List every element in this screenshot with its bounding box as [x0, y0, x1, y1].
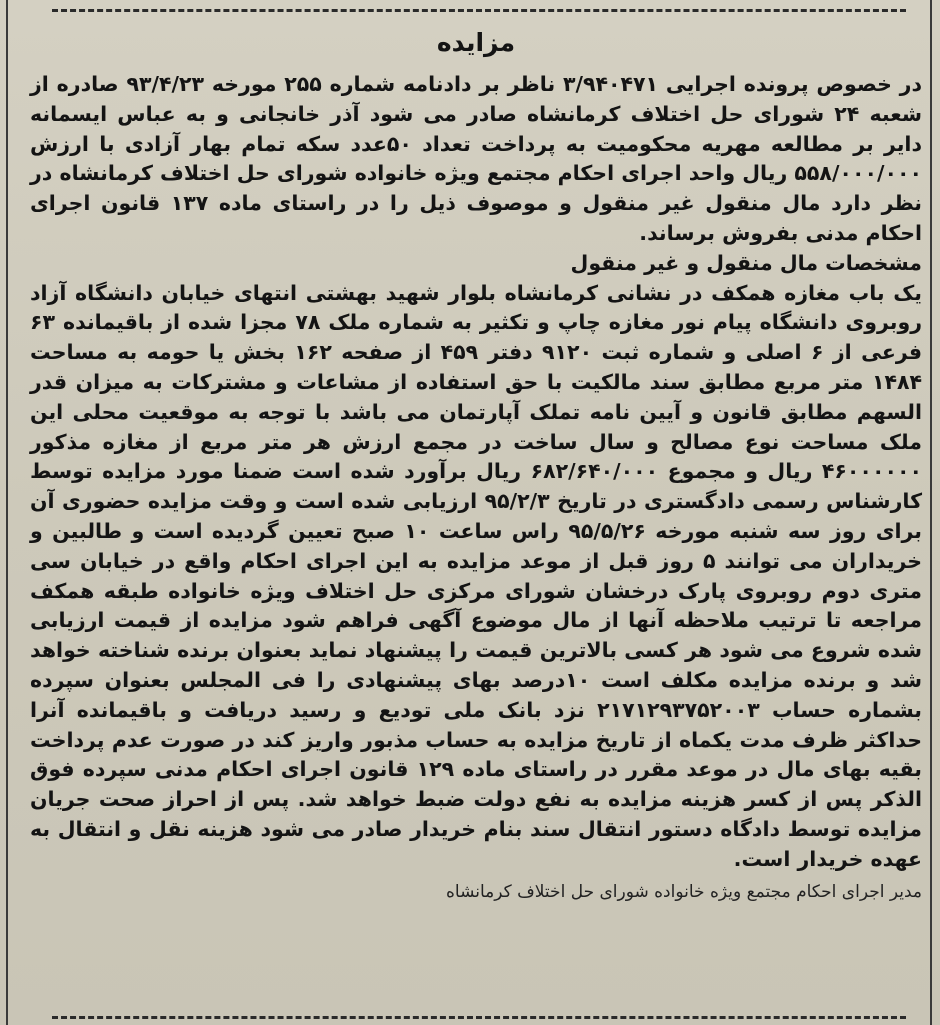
bottom-dashed-border: [52, 1016, 906, 1019]
notice-intro-paragraph: در خصوص پرونده اجرایی ۳/۹۴۰۴۷۱ ناظر بر دادنامه شماره ۲۵۵ مورخه ۹۳/۴/۲۳ صادره از شعبه ۲۴ شورای حل اختلاف کرمانشاه صادر می شود آذر خانجانی و به عباس ایسمانه دایر بر مطالعه مهریه محکومیت به پرداخت تعداد ۵۰عدد سکه تمام بهار آزادی با ارزش ۵۵۸/۰۰۰/۰۰۰ ریال واحد اجرای احکام مجتمع ویژه خانواده شورای حل اختلاف کرمانشاه در نظر دارد مال منقول غیر منقول و موصوف ذیل را در راستای ماده ۱۳۷ قانون اجرای احکام مدنی بفروش برساند.: [30, 72, 923, 245]
right-column-rule: [930, 0, 932, 1025]
auction-notice: [30, 28, 922, 1015]
left-column-rule: [6, 0, 8, 1025]
property-details-paragraph: یک باب مغازه همکف در نشانی کرمانشاه بلوار شهید بهشتی انتهای خیابان دانشگاه آزاد روبروی دانشگاه پیام نور مغازه چاپ و تکثیر به شماره ملک ۷۸ مجزا شده از باقیمانده ۶۳ فرعی از ۶ اصلی و شماره ثبت ۹۱۲۰ دفتر ۴۵۹ از صفحه ۱۶۲ بخش یا حومه به مساحت ۱۴۸۴ متر مربع مطابق سند مالکیت با حق استفاده از مشاعات و مشترکات به میزان قدر السهم مطابق قانون و آیین نامه تملک آپارتمان می باشد با توجه به موقعیت محلی این ملک مساحت نوع مصالح و سال ساخت در مجمع ارزش هر متر مربع از مغازه مذکور ۴۶۰۰۰۰۰۰ ریال و مجموع ۶۸۲/۶۴۰/۰۰۰ ریال برآورد شده است ضمنا مورد مزایده توسط کارشناس رسمی دادگستری در تاریخ ۹۵/۲/۳ ارزیابی شده است و وقت مزایده حضوری آن برای روز سه شنبه مورخه ۹۵/۵/۲۶ راس ساعت ۱۰ صبح تعیین گردیده است و طالبین و خریداران می توانند ۵ روز قبل از موعد مزایده به این اجرای احکام واقع در خیابان سی متری دوم روبروی پارک درخشان شورای مرکزی حل اختلاف ویژه خانواده طبقه همکف مراجعه تا ترتیب ملاحظه آنها از مال موضوع آگهی فراهم شود مزایده از قیمت ارزیابی شده شروع می شود هر کسی بالاترین قیمت را پیشنهاد نماید بعنوان برنده شناخته خواهد شد و برنده مزایده مکلف است ۱۰درصد بهای پیشنهادی را فی المجلس بعنوان سپرده بشماره حساب ۲۱۷۱۲۹۳۷۵۲۰۰۳ نزد بانک ملی تودیع و رسید دریافت و باقیمانده آنرا حداکثر ظرف مدت یکماه از تاریخ مزایده به حساب مذبور واریز کند در صورت عدم پرداخت بقیه بهای مال در موعد مقرر در راستای ماده ۱۲۹ قانون اجرای احکام مدنی سپرده فوق الذکر پس از کسر هزینه مزایده به نفع دولت ضبط خواهد شد. پس از احراز صحت جریان مزایده توسط دادگاه دستور انتقال سند بنام خریدار صادر می شود هزینه نقل و انتقال به عهده خریدار است.: [30, 280, 923, 871]
notice-title: مزایده: [436, 28, 516, 57]
notice-signature: مدیر اجرای احکام مجتمع ویژه خانواده شورای حل اختلاف کرمانشاه: [446, 881, 922, 902]
property-heading: مشخصات مال منقول و غیر منقول: [570, 250, 922, 275]
top-dashed-border: [52, 9, 906, 12]
